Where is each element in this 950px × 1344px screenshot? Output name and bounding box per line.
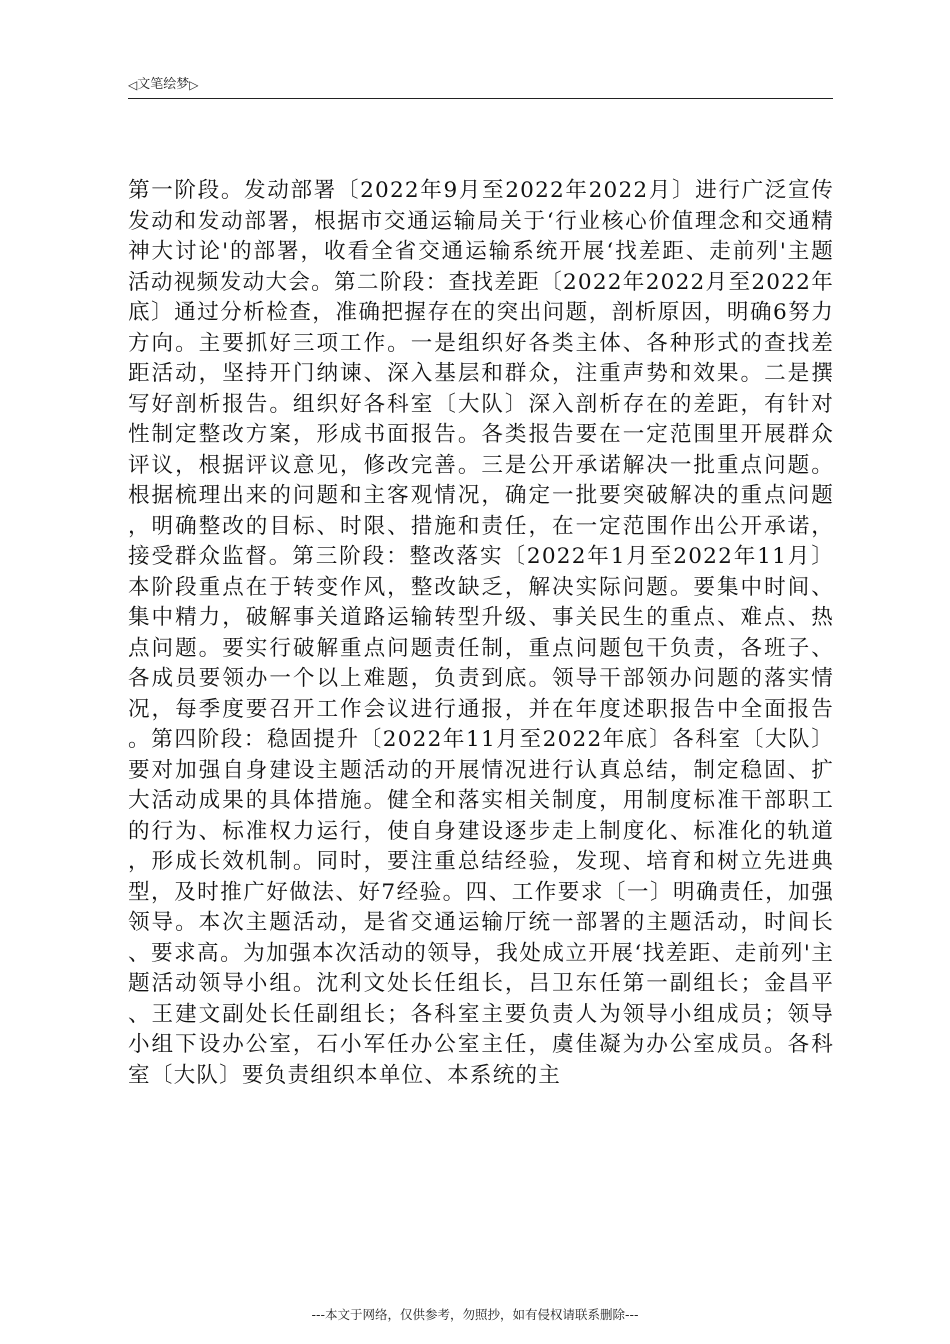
header-title: 文笔绘梦 (137, 77, 190, 92)
left-triangle-icon: ◁ (128, 78, 138, 92)
document-body-paragraph: 第一阶段。发动部署〔2022年9月至2022年2022月〕进行广泛宣传发动和发动部署，根据市交通运输局关于‘行业核心价值理念和交通精神大讨论'的部署，收看全省交通运输系统开展‘找差距、走前列'主题活动视频发动大会。第二阶段：查找差距〔2022年2022月至2022年底〕通过分析检查，准确把握存在的突出问题，剖析原因，明确6努力方向。主要抓好三项工作。一是组织好各类主体、各种形式的查找差距活动，坚持开门纳谏、深入基层和群众，注重声势和效果。二是撰写好剖析报告。组织好各科室〔大队〕深入剖析存在的差距，有针对性制定整改方案，形成书面报告。各类报告要在一定范围里开展群众评议，根据评议意见，修改完善。三是公开承诺解决一批重点问题。根据梳理出来的问题和主客观情况，确定一批要突破解决的重点问题，明确整改的目标、时限、措施和责任，在一定范围作出公开承诺，接受群众监督。第三阶段：整改落实〔2022年1月至2022年11月〕本阶段重点在于转变作风，整改缺乏，解决实际问题。要集中时间、集中精力，破解事关道路运输转型升级、事关民生的重点、难点、热点问题。要实行破解重点问题责任制，重点问题包干负责，各班子、各成员要领办一个以上难题，负责到底。领导干部领办问题的落实情况，每季度要召开工作会议进行通报，并在年度述职报告中全面报告。第四阶段：稳固提升〔2022年11月至2022年底〕各科室〔大队〕要对加强自身建设主题活动的开展情况进行认真总结，制定稳固、扩大活动成果的具体措施。健全和落实相关制度，用制度标准干部职工的行为、标准权力运行，使自身建设逐步走上制度化、标准化的轨道，形成长效机制。同时，要注重总结经验，发现、培育和树立先进典型，及时推广好做法、好7经验。四、工作要求〔一〕明确责任，加强领导。本次主题活动，是省交通运输厅统一部署的主题活动，时间长、要求高。为加强本次活动的领导，我处成立开展‘找差距、走前列'主题活动领导小组。沈利文处长任组长，吕卫东任第一副组长；金昌平、王建文副处长任副组长；各科室主要负责人为领导小组成员；领导小组下设办公室，石小军任办公室主任，虞佳凝为办公室成员。各科室〔大队〕要负责组织本单位、本系统的主 (128, 178, 834, 1088)
right-triangle-icon: ▷ (189, 78, 199, 92)
footer-disclaimer: ---本文于网络，仅供参考，勿照抄，如有侵权请联系删除--- (311, 1307, 639, 1322)
page-header (128, 76, 833, 99)
